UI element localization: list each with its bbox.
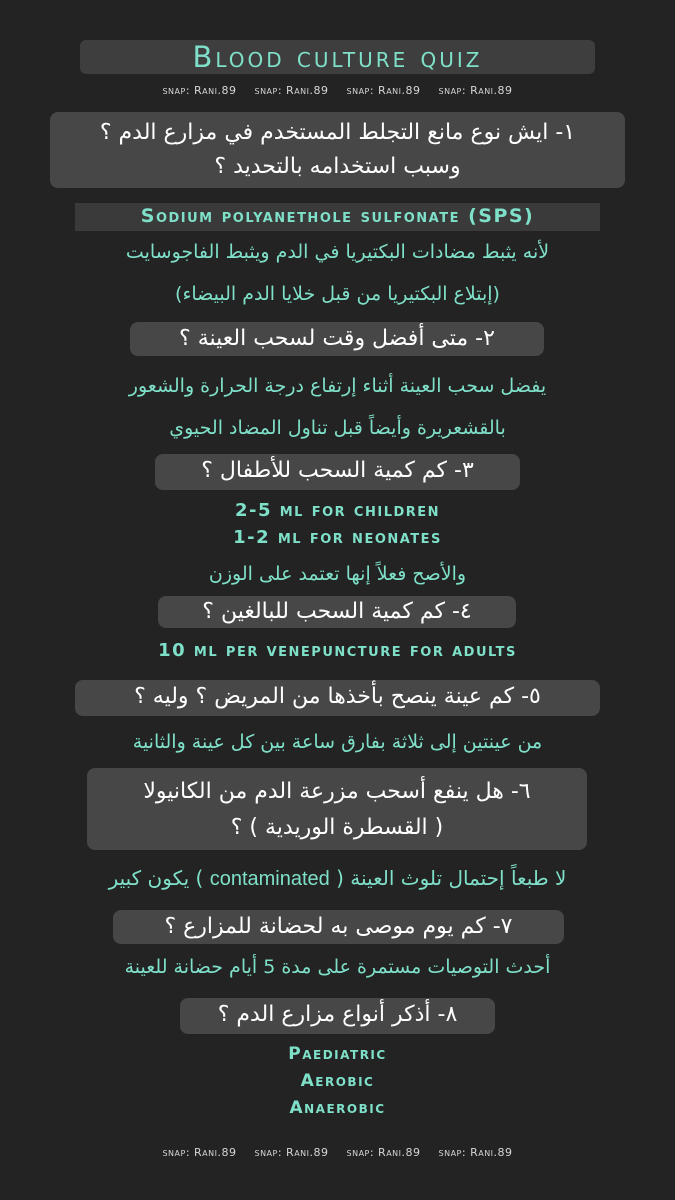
- title-box: [80, 40, 595, 74]
- answer-6-post: ) يكون كبير: [108, 866, 204, 890]
- watermark: snap: Rani.89: [254, 1146, 329, 1159]
- answer-2-line-1: يفضل سحب العينة أثناء إرتفاع درجة الحرارة والشعور: [128, 375, 547, 397]
- answer-8-type: Aerobic: [300, 1071, 375, 1091]
- question-4-box: [158, 596, 516, 628]
- question-7-box: [113, 910, 564, 944]
- question-6-line-2: ( القسطرة الوريدية ) ؟: [230, 815, 444, 840]
- answer-7: أحدث التوصيات مستمرة على مدة 5 أيام حضانة للعينة: [124, 956, 551, 978]
- question-6-box: [87, 768, 587, 850]
- question-8-text: ٨- أذكر أنواع مزارع الدم ؟: [217, 1002, 458, 1027]
- watermark-row-bottom: [0, 1146, 675, 1159]
- answer-4-en: 10 ml per venepuncture for adults: [158, 640, 517, 661]
- watermark: snap: Rani.89: [438, 84, 513, 97]
- watermark: snap: Rani.89: [346, 84, 421, 97]
- answer-3-neonates: 1-2 ml for neonates: [233, 527, 442, 548]
- answer-6-pre: لا طبعاً إحتمال تلوث العينة (: [336, 866, 567, 890]
- question-5-text: ٥- كم عينة ينصح بأخذها من المريض ؟ وليه ؟: [134, 684, 541, 709]
- answer-1-ar-line-2: (إبتلاع البكتيريا من قبل خلايا الدم البيضاء): [175, 283, 500, 305]
- page-title: Blood culture quiz: [192, 39, 483, 74]
- answer-6-word: contaminated: [209, 868, 330, 890]
- answer-8-type: Paediatric: [288, 1044, 387, 1064]
- question-8-box: [180, 998, 495, 1034]
- question-5-box: [75, 680, 600, 716]
- watermark: snap: Rani.89: [162, 84, 237, 97]
- question-2-text: ٢- متى أفضل وقت لسحب العينة ؟: [179, 326, 495, 351]
- question-4-text: ٤- كم كمية السحب للبالغين ؟: [202, 599, 472, 624]
- question-1-line-1: ١- ايش نوع مانع التجلط المستخدم في مزارع الدم ؟: [99, 120, 576, 145]
- answer-6: [0, 864, 675, 893]
- answer-3-children: 2-5 ml for children: [234, 500, 441, 521]
- watermark: snap: Rani.89: [162, 1146, 237, 1159]
- question-7-text: ٧- كم يوم موصى به لحضانة للمزارع ؟: [164, 914, 513, 939]
- answer-2-line-2: بالقشعريرة وأيضاً قبل تناول المضاد الحيوي: [169, 417, 506, 439]
- question-6-line-1: ٦- هل ينفع أسحب مزرعة الدم من الكانيولا: [143, 779, 531, 804]
- answer-8-type: Anaerobic: [289, 1098, 386, 1118]
- answer-3-ar: والأصح فعلاً إنها تعتمد على الوزن: [208, 563, 467, 585]
- watermark: snap: Rani.89: [346, 1146, 421, 1159]
- answer-1-ar-line-1: لأنه يثبط مضادات البكتيريا في الدم ويثبط الفاجوسايت: [125, 241, 550, 263]
- watermark: snap: Rani.89: [438, 1146, 513, 1159]
- answer-1-en: Sodium polyanethole sulfonate (SPS): [140, 205, 535, 227]
- answer-5: من عينتين إلى ثلاثة بفارق ساعة بين كل عينة والثانية: [132, 731, 543, 753]
- question-3-text: ٣- كم كمية السحب للأطفال ؟: [201, 458, 474, 483]
- question-1-box: [50, 112, 625, 188]
- question-1-line-2: وسبب استخدامه بالتحديد ؟: [214, 154, 461, 179]
- question-3-box: [155, 454, 520, 490]
- question-2-box: [130, 322, 544, 356]
- watermark-row-top: [0, 84, 675, 97]
- watermark: snap: Rani.89: [254, 84, 329, 97]
